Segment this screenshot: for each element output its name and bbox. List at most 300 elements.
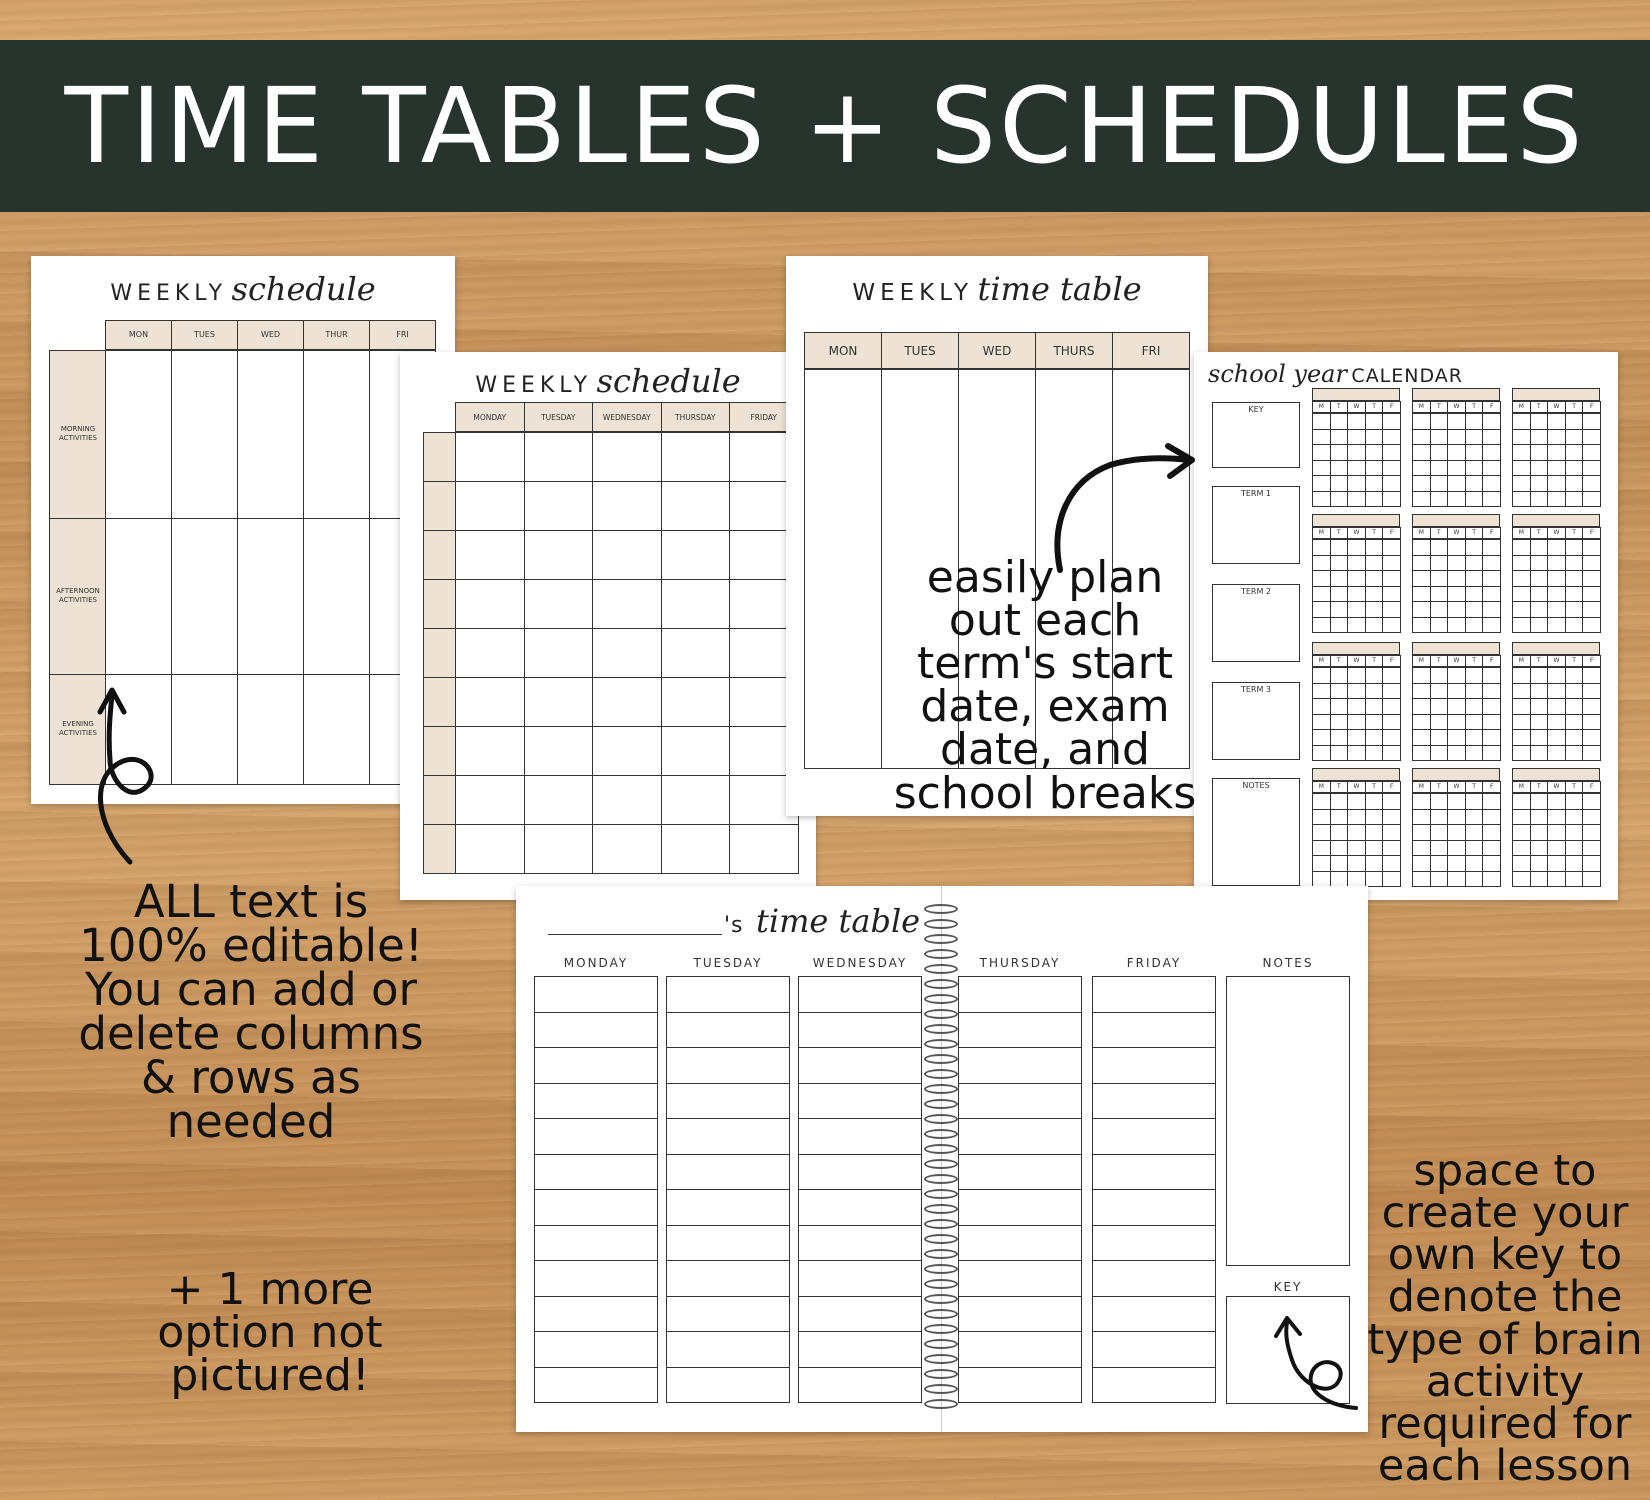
page5-day-label: TUESDAY — [693, 956, 763, 970]
page4-day-cell — [1482, 809, 1501, 826]
page4-day-cell — [1312, 429, 1331, 446]
page4-side-box — [1212, 778, 1300, 886]
page4-day-cell — [1412, 683, 1431, 700]
page4-side-label: TERM 3 — [1240, 685, 1272, 694]
page4-day-cell — [1582, 429, 1601, 446]
page4-month-grid — [1412, 642, 1500, 760]
page4-side-label: TERM 2 — [1240, 587, 1272, 596]
page4-weekday-letter: T — [1372, 657, 1376, 664]
page4-day-cell — [1347, 793, 1366, 810]
page3-day-header — [1112, 332, 1190, 369]
page4-day-cell — [1430, 444, 1449, 461]
page4-day-cell — [1512, 444, 1531, 461]
page5-grid-cell — [1092, 1296, 1216, 1333]
page3-day-label: MON — [828, 344, 858, 358]
page5-grid-cell — [534, 1296, 658, 1333]
page4-month-grid — [1512, 388, 1600, 506]
page4-weekday-letter: F — [1489, 403, 1494, 410]
page4-weekday-cell — [1530, 781, 1549, 793]
page4-day-cell — [1412, 460, 1431, 477]
spiral-ring-icon — [924, 1384, 958, 1394]
page4-weekday-letter: W — [1353, 657, 1360, 664]
page4-day-cell — [1547, 601, 1566, 618]
page4-weekday-cell — [1482, 655, 1501, 667]
page4-day-cell — [1412, 617, 1431, 634]
page4-day-cell — [1530, 855, 1549, 872]
page4-day-cell — [1530, 586, 1549, 603]
page4-day-cell — [1382, 667, 1401, 684]
page1-grid-cell — [237, 674, 304, 785]
page4-day-cell — [1382, 871, 1401, 888]
page4-side-label: KEY — [1248, 405, 1264, 414]
banner-title: TIME TABLES + SCHEDULES — [0, 40, 1650, 212]
page4-day-cell — [1312, 793, 1331, 810]
page1-title-caps: WEEKLY — [110, 281, 228, 306]
page4-day-cell — [1412, 809, 1431, 826]
page4-day-cell — [1512, 698, 1531, 715]
page4-day-cell — [1447, 855, 1466, 872]
page5-notes-box — [1226, 976, 1350, 1266]
page4-title-script: school year — [1208, 360, 1347, 388]
page4-day-cell — [1365, 871, 1384, 888]
page4-day-cell — [1347, 667, 1366, 684]
page2-title — [400, 362, 816, 400]
page4-weekday-letter: T — [1537, 403, 1541, 410]
page4-weekday-letter: F — [1489, 529, 1494, 536]
page4-day-cell — [1465, 491, 1484, 508]
page4-day-cell — [1447, 617, 1466, 634]
page4-weekday-letter: T — [1572, 657, 1576, 664]
page5-grid-cell — [958, 1083, 1082, 1120]
page4-day-cell — [1465, 555, 1484, 572]
page4-day-cell — [1465, 793, 1484, 810]
page4-day-cell — [1465, 824, 1484, 841]
page4-day-cell — [1330, 745, 1349, 762]
page4-day-cell — [1430, 871, 1449, 888]
spiral-ring-icon — [924, 1309, 958, 1319]
page4-day-cell — [1347, 555, 1366, 572]
page2-grid-cell — [592, 481, 662, 531]
page5-grid-cell — [534, 1083, 658, 1120]
page4-day-cell — [1382, 840, 1401, 857]
page1-day-label: TUES — [194, 330, 215, 339]
page4-day-cell — [1382, 601, 1401, 618]
page5-grid-cell — [958, 1154, 1082, 1191]
page4-day-cell — [1330, 617, 1349, 634]
page2-day-label: TUESDAY — [541, 413, 576, 422]
page4-day-cell — [1582, 444, 1601, 461]
page4-day-cell — [1430, 413, 1449, 430]
page1-grid-cell — [303, 674, 370, 785]
page4-weekday-cell — [1565, 527, 1584, 539]
page2-day-header — [592, 402, 662, 432]
page4-weekday-cell — [1412, 401, 1431, 413]
page4-day-cell — [1382, 539, 1401, 556]
page4-day-cell — [1347, 745, 1366, 762]
page5-grid-cell — [1092, 1154, 1216, 1191]
page4-weekday-letter: M — [1318, 403, 1324, 410]
page4-weekday-letter: T — [1472, 657, 1476, 664]
page4-day-cell — [1582, 729, 1601, 746]
page5-grid-cell — [534, 1189, 658, 1226]
page4-day-cell — [1482, 429, 1501, 446]
page4-day-cell — [1530, 413, 1549, 430]
page4-day-cell — [1547, 586, 1566, 603]
page5-grid-cell — [666, 1012, 790, 1049]
page4-day-cell — [1412, 793, 1431, 810]
page4-day-cell — [1447, 729, 1466, 746]
page2-grid-cell — [592, 824, 662, 874]
page4-day-cell — [1347, 586, 1366, 603]
page1-day-header — [237, 320, 304, 350]
page5-grid-cell — [1092, 1225, 1216, 1262]
spiral-ring-icon — [924, 1009, 958, 1019]
page2-grid-cell — [592, 775, 662, 825]
page4-day-cell — [1512, 586, 1531, 603]
page4-weekday-letter: T — [1437, 657, 1441, 664]
page4-day-cell — [1547, 729, 1566, 746]
page4-day-cell — [1382, 460, 1401, 477]
page2-day-label: THURSDAY — [675, 413, 716, 422]
page5-grid-cell — [798, 976, 922, 1013]
page4-day-cell — [1465, 413, 1484, 430]
page5-grid-cell — [1092, 1012, 1216, 1049]
page5-grid-cell — [1092, 1367, 1216, 1404]
page4-day-cell — [1312, 601, 1331, 618]
page4-day-cell — [1465, 809, 1484, 826]
page4-day-cell — [1365, 586, 1384, 603]
page4-month-header — [1412, 514, 1500, 527]
page4-day-cell — [1465, 729, 1484, 746]
page4-day-cell — [1312, 460, 1331, 477]
page4-day-cell — [1482, 871, 1501, 888]
page2-grid-cell — [592, 677, 662, 727]
page4-weekday-letter: T — [1372, 529, 1376, 536]
page4-day-cell — [1365, 491, 1384, 508]
page4-day-cell — [1430, 729, 1449, 746]
page4-day-cell — [1412, 570, 1431, 587]
page4-day-cell — [1382, 444, 1401, 461]
page4-weekday-cell — [1530, 527, 1549, 539]
page4-weekday-letter: T — [1337, 783, 1341, 790]
page4-day-cell — [1412, 601, 1431, 618]
page4-weekday-letter: M — [1518, 403, 1524, 410]
page4-day-cell — [1465, 475, 1484, 492]
page4-day-cell — [1530, 824, 1549, 841]
page4-day-cell — [1365, 444, 1384, 461]
page1-grid-cell — [237, 518, 304, 675]
page4-day-cell — [1530, 871, 1549, 888]
page4-weekday-letter: M — [1418, 783, 1424, 790]
page4-weekday-cell — [1430, 655, 1449, 667]
weekly-schedule-page-2 — [400, 352, 816, 900]
page4-day-cell — [1447, 824, 1466, 841]
page4-day-cell — [1382, 714, 1401, 731]
page4-day-cell — [1447, 570, 1466, 587]
page4-day-cell — [1447, 586, 1466, 603]
annotation-line: type of brain — [1367, 1314, 1643, 1365]
page4-day-cell — [1330, 840, 1349, 857]
page4-weekday-letter: M — [1318, 657, 1324, 664]
page4-day-cell — [1312, 586, 1331, 603]
page4-weekday-cell — [1365, 527, 1384, 539]
page4-day-cell — [1447, 793, 1466, 810]
page2-day-header — [455, 402, 525, 432]
page4-day-cell — [1465, 601, 1484, 618]
page4-day-cell — [1465, 698, 1484, 715]
page4-side-box — [1212, 584, 1300, 662]
page4-day-cell — [1565, 475, 1584, 492]
page5-grid-cell — [534, 1225, 658, 1262]
page2-side-divider — [423, 481, 456, 482]
page5-grid-cell — [798, 1189, 922, 1226]
page4-month-grid — [1412, 768, 1500, 886]
annotation-line: You can add or — [84, 963, 418, 1017]
page4-day-cell — [1465, 460, 1484, 477]
page1-day-label: THUR — [325, 330, 348, 339]
page4-day-cell — [1382, 809, 1401, 826]
page4-day-cell — [1312, 683, 1331, 700]
page3-day-label: FRI — [1141, 344, 1161, 358]
page4-day-cell — [1330, 570, 1349, 587]
page2-grid-cell — [524, 481, 594, 531]
page4-day-cell — [1447, 475, 1466, 492]
page1-day-header — [105, 320, 172, 350]
page4-day-cell — [1330, 413, 1349, 430]
page4-weekday-cell — [1312, 527, 1331, 539]
page4-day-cell — [1412, 745, 1431, 762]
page4-day-cell — [1582, 413, 1601, 430]
page4-day-cell — [1382, 683, 1401, 700]
page4-day-cell — [1547, 667, 1566, 684]
page4-day-cell — [1447, 555, 1466, 572]
page5-grid-cell — [534, 1367, 658, 1404]
page4-day-cell — [1530, 809, 1549, 826]
page4-day-cell — [1412, 586, 1431, 603]
page2-side-strip — [423, 432, 456, 874]
spiral-ring-icon — [924, 1054, 958, 1064]
spiral-ring-icon — [924, 1174, 958, 1184]
page4-day-cell — [1430, 586, 1449, 603]
page4-day-cell — [1365, 601, 1384, 618]
page4-month-grid — [1312, 388, 1400, 506]
page5-grid-cell — [1092, 1189, 1216, 1226]
page5-day-label: WEDNESDAY — [812, 956, 908, 970]
page5-grid-cell — [958, 1118, 1082, 1155]
page2-side-divider — [423, 530, 456, 531]
page5-day-label: FRIDAY — [1126, 956, 1182, 970]
page4-day-cell — [1447, 539, 1466, 556]
page4-day-cell — [1347, 475, 1366, 492]
page4-day-cell — [1530, 444, 1549, 461]
page5-grid-cell — [534, 976, 658, 1013]
page3-title — [786, 270, 1208, 308]
page1-grid-cell — [171, 518, 238, 675]
page4-day-cell — [1482, 729, 1501, 746]
page4-weekday-letter: W — [1453, 529, 1460, 536]
page4-weekday-cell — [1382, 781, 1401, 793]
page4-month-header — [1512, 642, 1600, 655]
page4-day-cell — [1382, 413, 1401, 430]
annotation-line: denote the — [1387, 1272, 1623, 1323]
page4-day-cell — [1412, 840, 1431, 857]
page5-grid-cell — [958, 1047, 1082, 1084]
name-line — [548, 934, 722, 935]
page4-day-cell — [1347, 570, 1366, 587]
page2-grid-cell — [524, 775, 594, 825]
page5-notes-label: NOTES — [1262, 956, 1314, 970]
page4-day-cell — [1330, 729, 1349, 746]
page4-day-cell — [1347, 429, 1366, 446]
page4-day-cell — [1412, 444, 1431, 461]
page4-day-cell — [1312, 413, 1331, 430]
spiral-ring-icon — [924, 1219, 958, 1229]
page2-side-divider — [423, 677, 456, 678]
page5-grid-cell — [666, 1083, 790, 1120]
page4-day-cell — [1512, 539, 1531, 556]
page1-title-script: schedule — [231, 270, 376, 308]
page4-day-cell — [1530, 539, 1549, 556]
page4-day-cell — [1365, 667, 1384, 684]
page4-day-cell — [1565, 460, 1584, 477]
page5-grid-cell — [1092, 1047, 1216, 1084]
page4-day-cell — [1347, 601, 1366, 618]
page4-weekday-letter: F — [1589, 403, 1594, 410]
page4-weekday-letter: M — [1318, 529, 1324, 536]
page4-weekday-cell — [1330, 781, 1349, 793]
page4-day-cell — [1447, 840, 1466, 857]
page4-day-cell — [1582, 601, 1601, 618]
page4-day-cell — [1382, 617, 1401, 634]
page4-day-cell — [1347, 855, 1366, 872]
page2-grid-cell — [455, 530, 525, 580]
page4-day-cell — [1412, 698, 1431, 715]
annotation-line: date, and — [940, 724, 1150, 776]
page4-weekday-cell — [1447, 655, 1466, 667]
page2-side-divider — [423, 824, 456, 825]
page4-day-cell — [1447, 413, 1466, 430]
page4-day-cell — [1365, 745, 1384, 762]
page3-day-header — [1035, 332, 1113, 369]
page2-side-divider — [423, 726, 456, 727]
page4-day-cell — [1582, 871, 1601, 888]
page4-day-cell — [1330, 491, 1349, 508]
page4-day-cell — [1482, 475, 1501, 492]
spiral-ring-icon — [924, 1354, 958, 1364]
spiral-ring-icon — [924, 1339, 958, 1349]
annotation-line: + 1 more — [166, 1264, 374, 1315]
page4-weekday-letter: F — [1489, 657, 1494, 664]
editable-note — [56, 875, 446, 1149]
page4-weekday-letter: W — [1553, 783, 1560, 790]
page4-day-cell — [1412, 491, 1431, 508]
page4-day-cell — [1565, 809, 1584, 826]
page5-grid-cell — [1092, 976, 1216, 1013]
page2-grid-cell — [455, 432, 525, 482]
page4-month-grid — [1312, 642, 1400, 760]
annotation-line: school breaks — [893, 767, 1197, 819]
page4-weekday-cell — [1565, 401, 1584, 413]
page4-weekday-cell — [1312, 401, 1331, 413]
page4-day-cell — [1547, 714, 1566, 731]
page4-weekday-letter: T — [1372, 403, 1376, 410]
page4-day-cell — [1582, 809, 1601, 826]
page4-day-cell — [1347, 460, 1366, 477]
spiral-ring-icon — [924, 1144, 958, 1154]
page1-day-label: FRI — [396, 330, 409, 339]
page4-day-cell — [1482, 793, 1501, 810]
page4-weekday-letter: T — [1472, 783, 1476, 790]
page4-day-cell — [1365, 683, 1384, 700]
page4-day-cell — [1447, 667, 1466, 684]
page4-day-cell — [1447, 714, 1466, 731]
page3-day-header — [881, 332, 959, 369]
page4-weekday-cell — [1547, 527, 1566, 539]
annotation-line: create your — [1381, 1188, 1629, 1239]
page4-day-cell — [1547, 570, 1566, 587]
page5-grid-cell — [666, 1118, 790, 1155]
page4-day-cell — [1330, 555, 1349, 572]
page4-day-cell — [1447, 460, 1466, 477]
page5-grid-cell — [534, 1154, 658, 1191]
page1-row-label-cell — [49, 518, 106, 675]
page4-weekday-letter: W — [1453, 403, 1460, 410]
page4-day-cell — [1330, 698, 1349, 715]
page4-weekday-cell — [1430, 781, 1449, 793]
spiral-ring-icon — [924, 979, 958, 989]
page2-grid-cell — [592, 628, 662, 678]
page4-weekday-cell — [1565, 655, 1584, 667]
page4-day-cell — [1530, 555, 1549, 572]
page5-title — [724, 902, 920, 940]
page4-weekday-letter: M — [1418, 529, 1424, 536]
page4-weekday-letter: W — [1453, 783, 1460, 790]
page4-day-cell — [1430, 793, 1449, 810]
page4-day-cell — [1312, 667, 1331, 684]
page4-day-cell — [1512, 793, 1531, 810]
page1-grid-cell — [303, 350, 370, 519]
page4-day-cell — [1365, 570, 1384, 587]
page4-weekday-cell — [1482, 401, 1501, 413]
page4-day-cell — [1465, 586, 1484, 603]
page1-row-label-cell — [49, 350, 106, 519]
page4-day-cell — [1465, 871, 1484, 888]
page4-weekday-cell — [1582, 401, 1601, 413]
page4-day-cell — [1465, 745, 1484, 762]
page4-day-cell — [1430, 698, 1449, 715]
page4-weekday-cell — [1465, 401, 1484, 413]
page5-grid-cell — [666, 1225, 790, 1262]
page4-day-cell — [1512, 429, 1531, 446]
page4-month-header — [1312, 642, 1400, 655]
page4-day-cell — [1530, 745, 1549, 762]
page4-day-cell — [1447, 444, 1466, 461]
page1-day-label: WED — [260, 330, 281, 339]
page4-day-cell — [1465, 444, 1484, 461]
page4-weekday-letter: T — [1337, 657, 1341, 664]
page4-weekday-cell — [1465, 655, 1484, 667]
page4-day-cell — [1565, 683, 1584, 700]
page4-day-cell — [1365, 698, 1384, 715]
page3-title-caps: WEEKLY — [852, 280, 974, 306]
page4-day-cell — [1330, 444, 1349, 461]
page4-month-grid — [1512, 642, 1600, 760]
page4-day-cell — [1382, 698, 1401, 715]
page4-day-cell — [1412, 555, 1431, 572]
page4-day-cell — [1412, 871, 1431, 888]
page4-day-cell — [1547, 683, 1566, 700]
page2-grid-cell — [592, 432, 662, 482]
